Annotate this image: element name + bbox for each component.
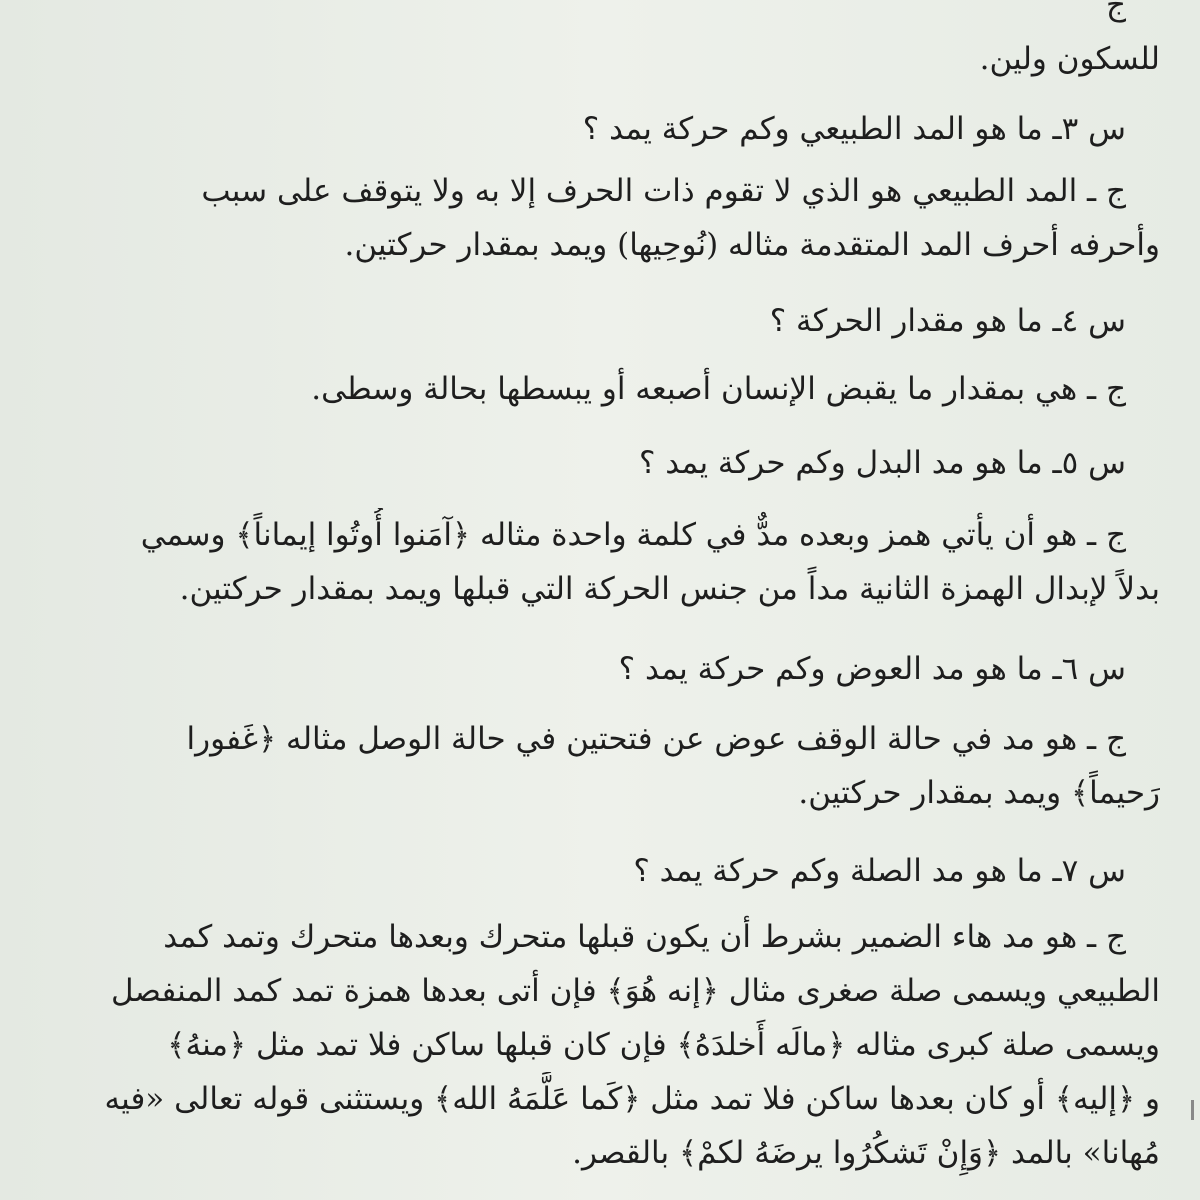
question-5 <box>40 436 1160 490</box>
answer-line: مُهانا» بالمد ﴿وَإِنْ تَشكُرُوا يرضَهُ لكمْ﴾ بالقصر. <box>572 1135 1160 1171</box>
question-6 <box>40 642 1160 696</box>
answer-4 <box>40 362 1160 416</box>
answer-line: الطبيعي ويسمى صلة صغرى مثال ﴿إنه هُوَ﴾ فإن أتى بعدها همزة تمد كمد المنفصل <box>111 973 1160 1009</box>
answer-line: و ﴿إليه﴾ أو كان بعدها ساكن فلا تمد مثل ﴿كَما عَلَّمَهُ الله﴾ ويستثنى قوله تعالى «فيه <box>104 1081 1160 1117</box>
page-text <box>40 0 1160 1200</box>
question-text: س ٦ـ ما هو مد العوض وكم حركة يمد ؟ <box>618 651 1126 687</box>
question-7 <box>40 844 1160 898</box>
answer-6 <box>40 712 1160 820</box>
question-3 <box>40 102 1160 156</box>
intro-block <box>40 0 1160 86</box>
question-4 <box>40 294 1160 348</box>
answer-line: بدلاً لإبدال الهمزة الثانية مداً من جنس الحركة التي قبلها ويمد بمقدار حركتين. <box>179 571 1160 607</box>
answer-line: ج ـ هو أن يأتي همز وبعده مدٌّ في كلمة واحدة مثاله ﴿آمَنوا أُوتُوا إيماناً﴾ وسمي <box>140 517 1126 553</box>
answer-7 <box>40 910 1160 1180</box>
question-text: س ٣ـ ما هو المد الطبيعي وكم حركة يمد ؟ <box>582 111 1126 147</box>
answer-line: ج ـ هو مد في حالة الوقف عوض عن فتحتين في حالة الوصل مثاله ﴿غَفورا <box>186 721 1126 757</box>
question-text: س ٤ـ ما هو مقدار الحركة ؟ <box>769 303 1126 339</box>
text-line: للسكون ولين. <box>979 41 1160 77</box>
answer-line: ج ـ المد الطبيعي هو الذي لا تقوم ذات الحرف إلا به ولا يتوقف على سبب <box>201 173 1126 209</box>
answer-line: رَحيماً﴾ ويمد بمقدار حركتين. <box>798 775 1160 811</box>
question-text: س ٥ـ ما هو مد البدل وكم حركة يمد ؟ <box>638 445 1126 481</box>
answer-line: ج ـ هو مد هاء الضمير بشرط أن يكون قبلها متحرك وبعدها متحرك وتمد كمد <box>163 919 1126 955</box>
answer-5 <box>40 508 1160 616</box>
text-line: ج <box>1105 0 1126 23</box>
margin-dot <box>1191 1100 1194 1120</box>
answer-line: ويسمى صلة كبرى مثاله ﴿مالَه أَخلدَهُ﴾ فإن كان قبلها ساكن فلا تمد مثل ﴿منهُ﴾ <box>167 1027 1160 1063</box>
answer-line: ج ـ هي بمقدار ما يقبض الإنسان أصبعه أو يبسطها بحالة وسطى. <box>311 371 1126 407</box>
answer-line: وأحرفه أحرف المد المتقدمة مثاله (نُوحِيها) ويمد بمقدار حركتين. <box>344 227 1160 263</box>
question-text: س ٧ـ ما هو مد الصلة وكم حركة يمد ؟ <box>633 853 1126 889</box>
answer-3 <box>40 164 1160 272</box>
